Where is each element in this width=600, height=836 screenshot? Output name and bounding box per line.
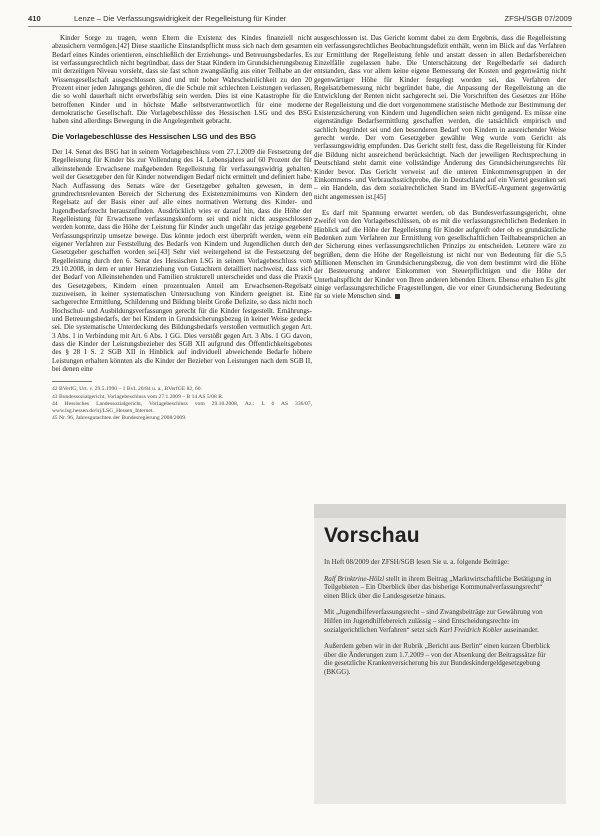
paragraph: ausgeschlossen ist. Das Gericht kommt dabei zu dem Ergebnis, dass die Regelleistung ein verfassungsrechtliches Beobachtungsdefizit enthält, wenn im Blick auf das Verfahren zur Ermittlung der Regelleistung fehle und anstatt dessen in allen Bedarfsbereichen Einzelfälle zugelassen habe. Die Unterschätzung der Regelbedarfe sei dadurch entstanden, dass vor allem keine eigene Bemessung der Kosten und gegenwärtig nicht gegenwärtiger Höhe für Kinder festgelegt worden sei, das Verfahren der Regelsatzbemessung nicht begründet habe, die Anpassung der Regelleistung an die Entwicklung der Renten nicht sachgerecht sei. Die Vorschriften des Gesetzes zur Höhe der Regelleistung und die dort vorgenommene statistische Methode zur Bestimmung der Existenzsicherung von Kindern und Jugendlichen seien nicht genügend. Es müsse eine eigenständige Bedarfsermittlung geschaffen werden, die tatsächlich empirisch und sachlich begründet sei und den besonderen Bedarf von Kindern in ausreichender Weise gerecht werde. Der vom Gesetzgeber gewählte Weg wurde vom Gericht als verfassungswidrig empfunden. Das Gericht stellt fest, dass die Regelleistung für Kinder die Bildung nicht ausreichend berücksichtigt. Nach der jeweiligen Rechtsprechung in Deutschland steht damit eine vollständige Änderung des Grundsicherungsrechts für Kinder bevor. Das Gericht verweist auf die unteren Einkommensgruppen in der Einkommens- und Verbrauchsstichprobe, die in Deutschland auf ein Viertel gesunken sei – ein Handeln, das dem sozialrechtlichen Stand im BVerfGE-Argument gegenwärtig nicht angemessen ist.[45]: [314, 34, 566, 201]
running-title: Lenze – Die Verfassungswidrigkeit der Regelleistung für Kinder: [74, 14, 287, 23]
preview-item-text: Mit „Jugendhilfeverfassungsrecht – sind Zwangsbeiträge zur Gewährung von Hilfen im Jugendhilfebereich zulässig – sind Entscheidungsrechte im sozialgerichtlichen Verfahren“ setzt sich: [324, 608, 543, 634]
preview-item-text: stellt in ihrem Beitrag „Marktwirtschaftliche Betätigung in Teilgebieten – Ein Überblick über das bisherige Kommunalverfassungsrecht“ einen Blick über die Landesgesetze hinaus.: [324, 574, 552, 600]
page-number: 410: [28, 14, 41, 23]
right-column: [314, 34, 566, 301]
paragraph: [314, 209, 566, 301]
preview-box: [314, 504, 566, 804]
preview-item: Außerdem geben wir in der Rubrik „Bericht aus Berlin“ einen kurzen Überblick über die Änderungen zum 1.7.2009 – von der Absenkung der Beitragssätze für die gesetzliche Krankenversicherung bis zur Bundeskindergeldgesetzgebung (BKGG).: [324, 642, 551, 676]
end-of-article-mark: [395, 294, 400, 299]
preview-item: [324, 608, 554, 634]
left-column: [52, 34, 312, 422]
preview-item-text: auseinander.: [502, 625, 539, 634]
footnote: 44 Hessisches Landessozialgericht, Vorlagebeschluss vom 29.10.2008, Az.: L 6 AS 336/07, www.lsg.hessen.de/irj/LSG_Hessen_Internet.: [52, 400, 312, 415]
paragraph: Der 14. Senat des BSG hat in seinem Vorlagebeschluss vom 27.1.2009 die Festsetzung der Regelleistung für Kinder bis zur Vollendung des 14. Lebensjahres auf 60 Prozent der für alleinstehende Erwachsene maßgebenden Regelleistung für verfassungswidrig gehalten, weil der Gesetzgeber den für Kinder notwendigen Bedarf nicht ermittelt und definiert habe. Nach Auffassung des Senats wäre der Gesetzgeber gehalten gewesen, in dem grundrechtsrelevanten Bereich der Sicherung des Existenzminimums von Kindern den Regelsatz auf der Basis einer auf alle eines normativen Wertung des Kinder- und Jugendbedarfsrecht herauszufinden. Ausdrücklich wies er darauf hin, dass die Höhe der Regelleistung für Erwachsene verfassungskonform sei und nicht nicht ausgeschlossen werden konnte, dass die Höhe der Leistung für Kinder auch ungefähr das jetzige gegebene Verfassungsprinzip umsetze bewege. Das könnte jedoch erst überprüft werden, wenn ein eigener Verfahren zur Feststellung des Bedarfs von Kindern und Jugendlichen durch den Gesetzgeber geschaffen worden sei.[43] Sehr viel weitergehend ist die Festsetzung der Regelleistung durch den 6. Senat des Hessischen LSG in seinem Vorlagebeschluss vom 29.10.2008, in dem er unter Heranziehung von Gutachtern detailliert nachweist, dass sich der Bedarf von Alleinstehenden und Familien strukturell unterscheidet und dass die Praxis des Gesetzgebers, Kindern einen prozentualen Anteil am Erwachsenen-Regelsatz zuzuweisen, in keiner systematischen Untersuchung von Kindern geeignet ist. Eine sachgerechte Ermittlung, Schilderung und Bildung bleibt Große Defizite, so dass nicht noch Hochschul- und Ausbildungsverfassungen gerecht für die Kinder festgestellt. Ernährungs- und Betreuungsbedarfs, der bei Kindern in Grundsicherungsbezug in keiner Weise gedeckt sei. Die systematische Unterdeckung des Bildungsbedarfs verstoßen vermutlich gegen Art. 3 Abs. 1 in Verbindung mit Art. 6 Abs. 1 GG. Dies verstößt gegen Art. 3 Abs. 1 GG davon, dass die Kinder der Leistungsbezieher des SGB XII aufgrund des Öffentlichkeitsgebotes des § 28 I S. 2 SGB XII in Hinblick auf individuell abweichende Bedarfe höhere Leistungen erhalten könnten als die Kinder der Bezieher von Leistungen nach dem SGB II, bei denen eine: [52, 148, 312, 374]
footnote-rule: [52, 381, 92, 382]
footnote: 43 Bundessozialgericht, Vorlagebeschluss vom 27.1.2009 – B 14 AS 5/08 R.: [52, 393, 224, 400]
preview-author: Ralf Brinktrine-Hölzl: [324, 574, 385, 583]
paragraph: Kinder Sorge zu tragen, wenn Eltern die Existenz des Kindes finanziell nicht abzusichern vermögen.[42] Diese staatliche Einstandspflicht muss sich nach dem gesamten Bedarf eines Kindes orientieren, einschließlich der Erziehungs- und Betreuungsbedarfes. Es ist verfassungsrechtlich nicht begründbar, dass der Staat Kindern im Grundsicherungsbezug mit derzeitigen Niveau vorsieht, dass sie fast schon zwangsläufig aus einer Teilhabe an der Wissensgesellschaft ausgeschlossen sind und mit hoher Wahrscheinlichkeit zu den 20 Prozent einer jeden Jahrgangs gehören, die die Schule mit schlechten Leistungen verlassen, die so wohl dauerhaft nicht erwerbsfähig sein werden. Dies ist eine Katastrophe für die betroffenen Kinder und in höchste Maße selbstverantwortlich für eine moderne demokratische Gesellschaft. Die Vorlagebeschlüsse des Hessischen LSG und des BSG haben sind allerdings Bewegung in die Angelegenheit gebracht.: [52, 34, 312, 126]
preview-intro: In Heft 08/2009 der ZFSH/SGB lesen Sie u. a. folgende Beiträge:: [324, 558, 510, 566]
footnote: 42 BVerfG, Urt. v. 29.5.1990 – 1 BvL 20/84 u. a., BVerfGE 82, 60.: [52, 386, 202, 393]
section-heading: Die Vorlagebeschlüsse des Hessischen LSG und des BSG: [52, 131, 256, 141]
preview-author: Karl Freidrich Kobler: [439, 625, 503, 634]
journal-issue: ZFSH/SGB 07/2009: [504, 14, 572, 23]
preview-body: [324, 558, 554, 685]
preview-title: Vorschau: [324, 524, 420, 547]
preview-box-top-bar: [314, 504, 566, 518]
header-rule: [28, 26, 572, 27]
paragraph-text: Es darf mit Spannung erwartet werden, ob das Bundesverfassungsgericht, ohne Zweifel von den Vorlagebeschlüssen, ob es mit die verfassungsrechtlichen Bedenken in Hinblick auf die Höhe der Regelleistung für Kinder aufgreift oder ob es grundsätzliche Bedenken zum Verfahren zur Ermittlung von gesellschaftlichen Teilhabeansprüchen an der Sicherung eines verfassungsrechtlichen Prinzips zu entscheiden. Letztere wäre zu begrüßen, denn die Höhe der Regelleistung ist nicht nur von Bedeutung für die 5,5 Millionen Menschen im Grundsicherungsbezug, die von dem bestimmt wird die Höhe der Besteuerung anderer Einkommen von Steuerpflichtigen und die Höhe der Unterhaltspflicht der Kinder von Ihren anderen lebenden Eltern. Ebenso erhalten Es gibt einige verfassungsrechtliche Fragestellungen, die vor einer Grundsicherung Bedeutung für so viele Menschen sind.: [314, 208, 566, 301]
preview-item: [324, 575, 554, 601]
footnote: 45 Nr. 96, Jahresgutachten der Bundesregierung 2008/2009.: [52, 415, 187, 422]
